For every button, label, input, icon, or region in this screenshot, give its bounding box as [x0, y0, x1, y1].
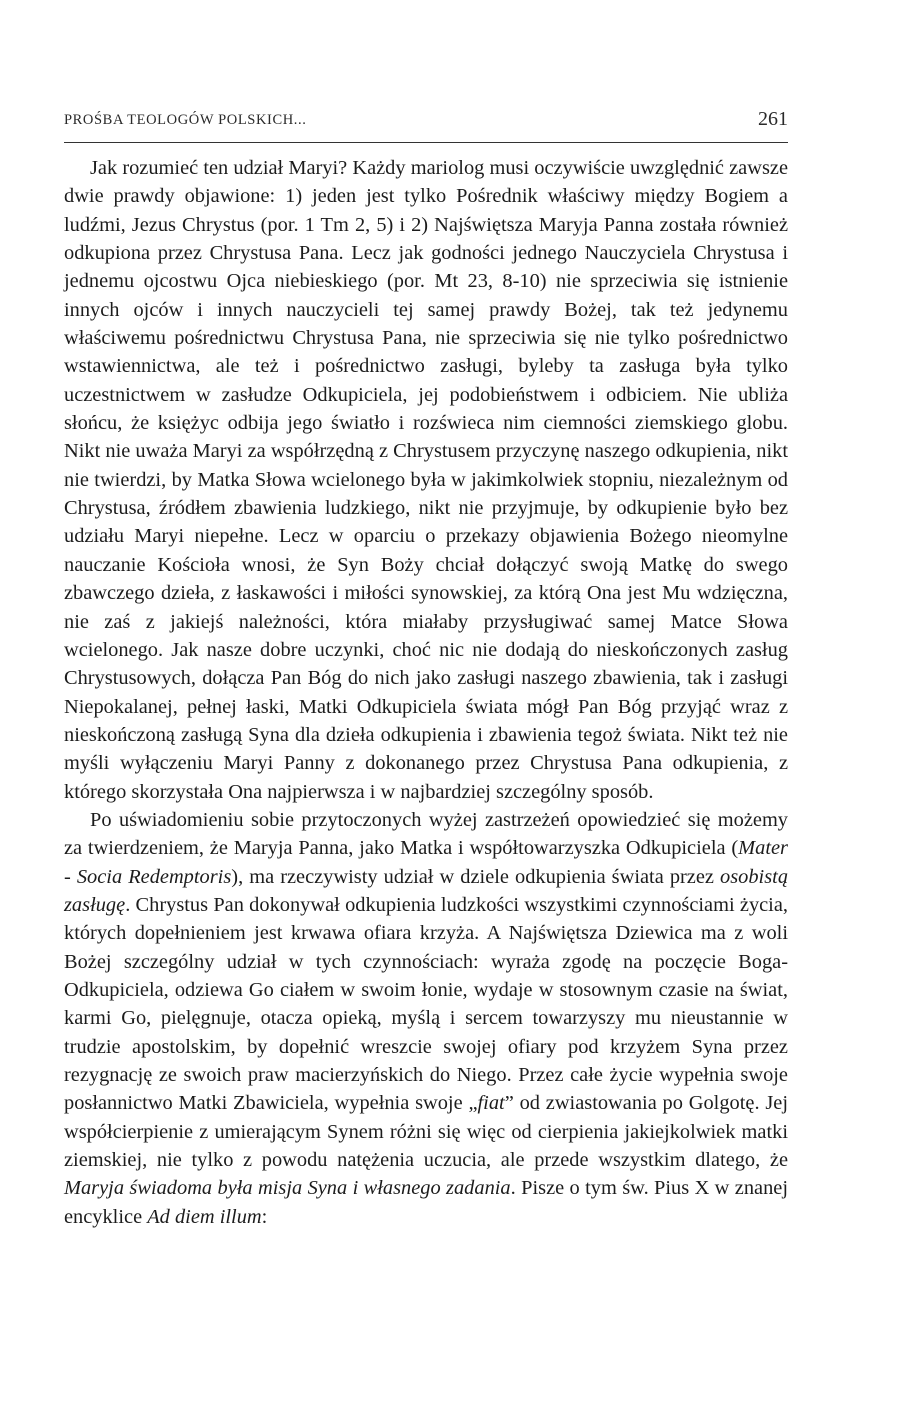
- page-number: 261: [758, 108, 788, 130]
- paragraph-2-text-3: . Chrystus Pan dokonywał odkupienia ludzkości wszystkimi czynnościami życia, których dopełnieniem jest krwawa ofiara krzyża. A Najświętsza Dziewica ma z woli Bożej szczególny udział w tych czynnościach: wyraża zgodę na poczęcie Boga-Odkupiciela, odziewa Go ciałem w swoim łonie, wydaje w stosownym czasie na świat, karmi Go, pielęgnuje, otacza opieką, myślą i sercem towarzyszy mu nieustannie w trudzie apostolskim, by dopełnić wreszcie swojej ofiary pod krzyżem Syna przez rezygnację ze swoich praw macierzyńskich do Niego. Przez całe życie wypełnia swoje posłannictwo Matki Zbawiciela, wypełnia swoje „: [64, 893, 788, 1115]
- running-title: PROŚBA TEOLOGÓW POLSKICH...: [64, 112, 307, 128]
- paragraph-2: [64, 806, 788, 1231]
- emphasis-personal-merit: osobistą zasługę: [64, 865, 789, 916]
- paragraph-2-text-1: Po uświadomieniu sobie przytoczonych wyżej zastrzeżeń opowiedzieć się możemy za twierdzeniem, że Maryja Panna, jako Matka i współtowarzyszka Odkupiciela (: [64, 808, 788, 860]
- paragraph-1: [64, 154, 788, 806]
- header-rule: [64, 142, 788, 143]
- paragraph-2-text-2: ), ma rzeczywisty udział w dziele odkupienia świata przez: [231, 865, 721, 888]
- emphasis-maryja-swiadoma: Maryja świadoma była misja Syna i własnego zadania: [64, 1177, 511, 1200]
- emphasis-fiat: fiat: [477, 1092, 505, 1115]
- body-text: [64, 154, 788, 1231]
- paragraph-2-text-4: ” od zwiastowania po Golgotę. Jej współcierpienie z umierającym Synem różni się więc od cierpienia jakiejkolwiek matki ziemskiej, nie tylko z powodu natężenia uczucia, ale przede wszystkim dlatego, że: [64, 1092, 788, 1172]
- running-header: [64, 108, 788, 136]
- paragraph-1-text: Jak rozumieć ten udział Maryi? Każdy mariolog musi oczywiście uwzględnić zawsze dwie prawdy objawione: 1) jeden jest tylko Pośrednik właściwy między Bogiem a ludźmi, Jezus Chrystus (por. 1 Tm 2, 5) i 2) Najświętsza Maryja Panna została również odkupiona przez Chrystusa Pana. Lecz jak godności jednego Nauczyciela Chrystusa i jednemu ojcostwu Ojca niebieskiego (por. Mt 23, 8-10) nie sprzeciwia się istnienie innych ojców i innych nauczycieli tej samej prawdy Bożej, tak też jedynemu właściwemu pośrednictwu Chrystusa Pana, nie sprzeciwia się nie tylko pośrednictwo wstawiennictwa, ale też i pośrednictwo zasługi, byleby ta zasługa była tylko uczestnictwem w zasłudze Odkupiciela, jej podobieństwem i odbiciem. Nie ubliża słońcu, że księżyc odbija jego światło i rozświeca nim ciemności ziemskiego globu. Nikt nie uważa Maryi za współrzędną z Chrystusem przyczynę naszego odkupienia, nikt nie twierdzi, by Matka Słowa wcielonego była w jakimkolwiek stopniu, niezależnym od Chrystusa, źródłem zbawienia ludzkiego, nikt nie przyjmuje, by odkupienie było bez udziału Maryi niepełne. Lecz w oparciu o przekazy objawienia Bożego nieomylne nauczanie Kościoła wnosi, że Syn Boży chciał dołączyć swoją Matkę do swego zbawczego dzieła, z łaskawości i miłości synowskiej, za którą Ona jest Mu wdzięczna, nie zaś z jakiejś należności, która miałaby przysługiwać samej Matce Słowa wcielonego. Jak nasze dobre uczynki, choć nic nie dodają do nieskończonych zasług Chrystusowych, dołącza Pan Bóg do nich jako zasługi naszego zbawienia, tak i zasługi Niepokalanej, pełnej łaski, Matki Odkupiciela świata mógł Pan Bóg przyjąć wraz z nieskończoną zasługą Syna dla dzieła odkupienia i zbawienia tegoż świata. Nikt też nie myśli wyłączeniu Maryi Panny z dokonanego przez Chrystusa Pana odkupienia, z którego skorzystała Ona najpierwsza i w najbardziej szczególny sposób.: [64, 157, 788, 803]
- encyclical-title: Ad diem illum: [147, 1205, 262, 1228]
- paragraph-2-text-5: . Pisze o tym św. Pius X w znanej encyklice: [64, 1177, 788, 1228]
- paragraph-2-text-6: :: [261, 1205, 268, 1228]
- latin-title-mater-socia: Mater - Socia Redemptoris: [64, 837, 788, 888]
